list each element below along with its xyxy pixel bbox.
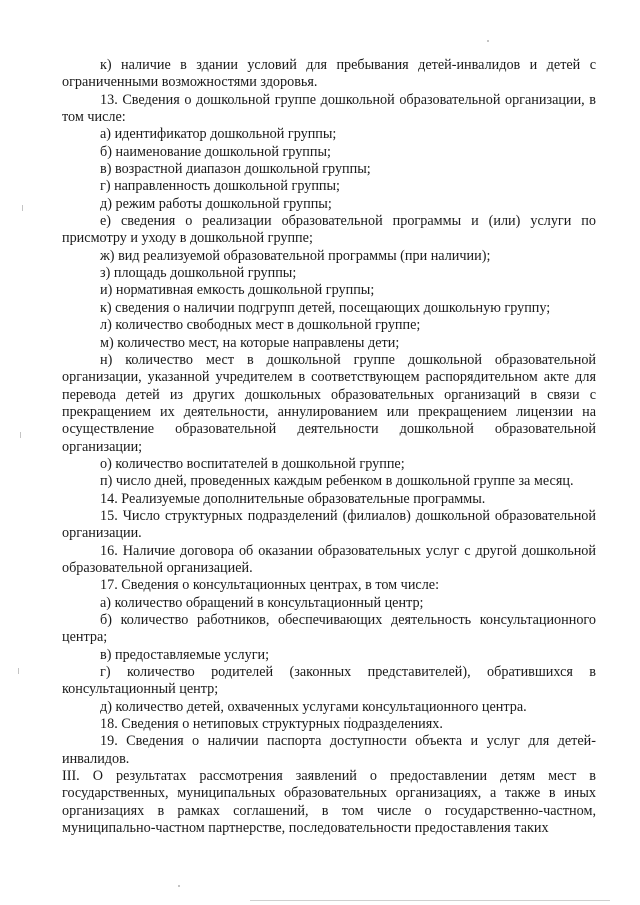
- list-item-13z: з) площадь дошкольной группы;: [100, 265, 297, 282]
- list-item-13v: в) возрастной диапазон дошкольной группы;: [100, 161, 371, 178]
- scan-edge-line: [250, 900, 610, 901]
- paragraph-k-accessibility: к) наличие в здании условий для пребывания детей-инвалидов и детей с ограниченными возможностями здоровья.: [62, 57, 596, 91]
- paragraph-14-programs: 14. Реализуемые дополнительные образовательные программы.: [100, 490, 486, 507]
- paragraph-17-consult-centers: 17. Сведения о консультационных центрах, в том числе:: [100, 577, 440, 594]
- paragraph-16-contract: 16. Наличие договора об оказании образовательных услуг с другой дошкольной образовательной организацией.: [62, 542, 596, 576]
- list-item-13b: б) наименование дошкольной группы;: [100, 143, 331, 160]
- scan-speck: [18, 668, 19, 674]
- list-item-13n: н) количество мест в дошкольной группе дошкольной образовательной организации, указанной учредителем в соответствующем распорядительном акте для перевода детей из других дошкольных образовательных организаций в связи с прекращением их деятельности, аннулированием или прекращением лицензии на осуществление образовательной деятельности дошкольной образовательной организации;: [62, 351, 596, 455]
- scan-speck: [20, 432, 21, 438]
- list-item-13k: к) сведения о наличии подгрупп детей, посещающих дошкольную группу;: [100, 299, 551, 316]
- document-body: [62, 57, 596, 837]
- paragraph-13-group-info: 13. Сведения о дошкольной группе дошкольной образовательной организации, в том числе:: [62, 91, 596, 126]
- list-item-13m: м) количество мест, на которые направлены дети;: [100, 334, 400, 351]
- list-item-13g: г) направленность дошкольной группы;: [100, 178, 340, 195]
- list-item-13e: е) сведения о реализации образовательной программы и (или) услуги по присмотру и уходу в дошкольной группе;: [62, 213, 596, 247]
- list-item-17d: д) количество детей, охваченных услугами консультационного центра.: [100, 698, 527, 715]
- list-item-13zh: ж) вид реализуемой образовательной программы (при наличии);: [100, 247, 491, 264]
- paragraph-19-accessibility-passport: 19. Сведения о наличии паспорта доступности объекта и услуг для детей-инвалидов.: [62, 733, 596, 767]
- list-item-13o: о) количество воспитателей в дошкольной группе;: [100, 455, 405, 472]
- scan-speck: [487, 40, 489, 42]
- list-item-13l: л) количество свободных мест в дошкольной группе;: [100, 317, 421, 334]
- list-item-17b: б) количество работников, обеспечивающих деятельность консультационного центра;: [62, 612, 596, 646]
- paragraph-18-atypical-units: 18. Сведения о нетиповых структурных подразделениях.: [100, 716, 443, 733]
- list-item-13p: п) число дней, проведенных каждым ребенком в дошкольной группе за месяц.: [100, 473, 574, 490]
- list-item-17g: г) количество родителей (законных представителей), обратившихся в консультационный центр;: [62, 664, 596, 698]
- paragraph-15-branches: 15. Число структурных подразделений (филиалов) дошкольной образовательной организации.: [62, 507, 596, 542]
- list-item-13i: и) нормативная емкость дошкольной группы;: [100, 282, 375, 299]
- list-item-17a: а) количество обращений в консультационный центр;: [100, 594, 424, 611]
- list-item-13d: д) режим работы дошкольной группы;: [100, 195, 332, 212]
- list-item-13a: а) идентификатор дошкольной группы;: [100, 126, 337, 143]
- scan-speck: [349, 717, 351, 719]
- scan-speck: [22, 205, 23, 211]
- section-iii-heading: III. О результатах рассмотрения заявлений о предоставлении детям мест в государственных, муниципальных образовательных организациях, а также в иных организациях в рамках соглашений, в том числе о государственно-частном, муниципально-частном партнерстве, последовательности предоставления таких: [62, 768, 596, 837]
- list-item-17v: в) предоставляемые услуги;: [100, 646, 270, 663]
- scan-speck: [178, 885, 180, 887]
